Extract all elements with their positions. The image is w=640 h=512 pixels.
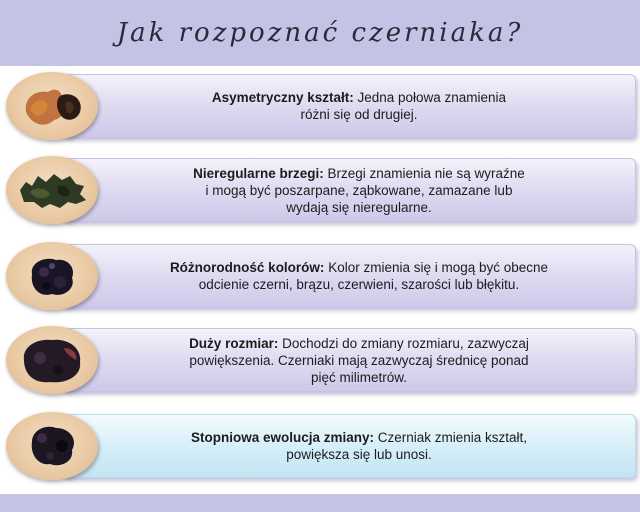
info-banner [62,328,636,392]
banner-text [103,415,615,477]
info-banner [62,244,636,308]
info-banner [62,74,636,138]
item-text-line: Jedna połowa znamienia [353,90,507,105]
info-banner [62,158,636,222]
mole-image-multicolor [6,242,98,310]
banner-text [103,329,615,391]
item-text-line: odcienie czerni, brązu, czerwieni, szarości lub błękitu. [198,277,520,292]
banner-text [103,159,615,221]
list-item [0,322,640,402]
item-text-line: i mogą być poszarpane, ząbkowane, zamazane lub [205,182,513,198]
info-banner [62,414,636,478]
mole-image-irregular-border [6,156,98,224]
page-title: Jak rozpoznać czerniaka? [116,18,524,48]
mole-image-large [6,326,98,394]
item-text-line: Kolor zmienia się i mogą być obecne [324,260,549,275]
item-text-line: wydają się nieregularne. [286,199,432,215]
item-heading: Nieregularne brzegi: [193,165,324,181]
mole-image-asymmetric [6,72,98,140]
item-heading: Asymetryczny kształt: [211,90,354,105]
footer-band [0,494,640,512]
list-item [0,152,640,232]
list-item [0,408,640,488]
banner-text [103,245,615,307]
item-heading: Duży rozmiar: [189,335,279,351]
item-text-line: powiększa się lub unosi. [286,447,432,462]
list-item [0,238,640,318]
item-heading: Stopniowa ewolucja zmiany: [190,430,374,445]
mole-image-evolving [6,412,98,480]
item-text-line: Czerniak zmienia kształt, [373,430,528,445]
header-band [0,0,640,66]
item-heading: Różnorodność kolorów: [169,260,325,275]
item-text-line: różni się od drugiej. [300,107,418,122]
item-text-line: pięć milimetrów. [310,369,408,385]
list-item [0,68,640,148]
banner-text [103,75,615,137]
item-text-line: powiększenia. Czerniaki mają zazwyczaj średnicę ponad [189,352,529,368]
item-text-line: Brzegi znamienia nie są wyraźne [323,165,525,181]
item-text-line: Dochodzi do zmiany rozmiaru, zazwyczaj [278,335,529,351]
